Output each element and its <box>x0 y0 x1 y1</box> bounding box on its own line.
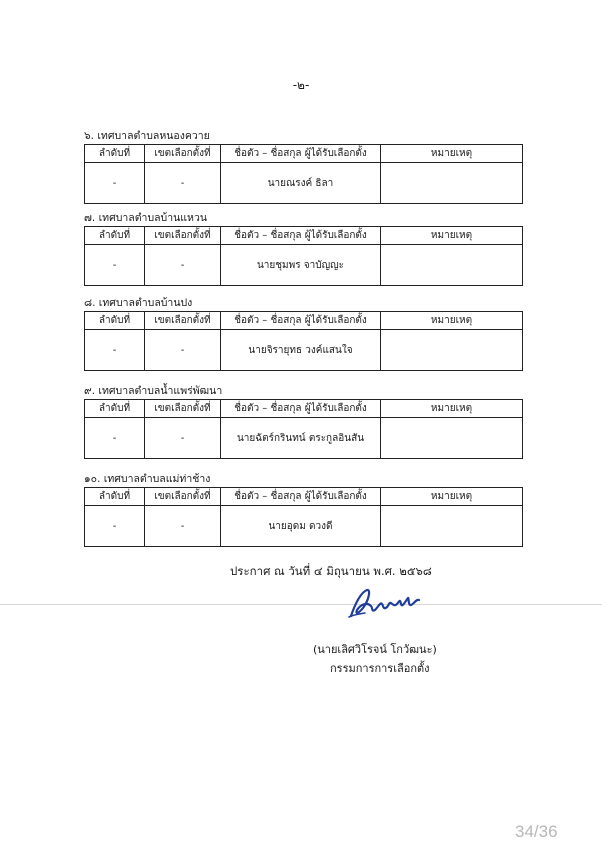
table-row <box>85 245 523 286</box>
header-row <box>85 312 523 330</box>
header-name: ชื่อตัว – ชื่อสกุล ผู้ได้รับเลือกตั้ง <box>221 145 381 163</box>
cell-name: นายอุดม ดวงดี <box>221 506 381 547</box>
table-row <box>85 506 523 547</box>
section-10 <box>84 473 522 547</box>
header-row <box>85 488 523 506</box>
header-order: ลำดับที่ <box>85 227 145 245</box>
header-district: เขตเลือกตั้งที่ <box>145 227 221 245</box>
cell-remark <box>381 418 523 459</box>
result-table <box>84 311 523 371</box>
table-row <box>85 418 523 459</box>
header-name: ชื่อตัว – ชื่อสกุล ผู้ได้รับเลือกตั้ง <box>221 400 381 418</box>
cell-district: - <box>145 506 221 547</box>
section-6 <box>84 130 522 204</box>
header-name: ชื่อตัว – ชื่อสกุล ผู้ได้รับเลือกตั้ง <box>221 312 381 330</box>
cell-district: - <box>145 163 221 204</box>
header-remark: หมายเหตุ <box>381 145 523 163</box>
signer-title: กรรมการการเลือกตั้ง <box>330 662 430 675</box>
header-district: เขตเลือกตั้งที่ <box>145 312 221 330</box>
cell-name: นายจิรายุทธ วงค์แสนใจ <box>221 330 381 371</box>
cell-order: - <box>85 418 145 459</box>
cell-remark <box>381 163 523 204</box>
announcement-date: ประกาศ ณ วันที่ ๔ มิถุนายน พ.ศ. ๒๕๖๘ <box>230 564 432 578</box>
header-remark: หมายเหตุ <box>381 312 523 330</box>
header-row <box>85 145 523 163</box>
cell-district: - <box>145 330 221 371</box>
cell-order: - <box>85 506 145 547</box>
result-table <box>84 487 523 547</box>
result-table <box>84 226 523 286</box>
page-indicator: 34/36 <box>515 822 558 841</box>
signer-name: (นายเลิศวิโรจน์ โกวัฒนะ) <box>313 643 437 656</box>
table-row <box>85 330 523 371</box>
header-remark: หมายเหตุ <box>381 227 523 245</box>
header-district: เขตเลือกตั้งที่ <box>145 400 221 418</box>
header-name: ชื่อตัว – ชื่อสกุล ผู้ได้รับเลือกตั้ง <box>221 488 381 506</box>
table-row <box>85 163 523 204</box>
section-title: ๗. เทศบาลตำบลบ้านแหวน <box>84 212 208 224</box>
section-title: ๘. เทศบาลตำบลบ้านปง <box>84 297 193 309</box>
scan-divider <box>0 604 602 605</box>
cell-order: - <box>85 330 145 371</box>
cell-district: - <box>145 245 221 286</box>
cell-remark <box>381 506 523 547</box>
cell-name: นายณรงค์ ธิลา <box>221 163 381 204</box>
header-order: ลำดับที่ <box>85 400 145 418</box>
section-8 <box>84 297 522 371</box>
header-remark: หมายเหตุ <box>381 488 523 506</box>
header-district: เขตเลือกตั้งที่ <box>145 488 221 506</box>
cell-remark <box>381 245 523 286</box>
header-order: ลำดับที่ <box>85 145 145 163</box>
signature-image <box>345 586 425 622</box>
header-row <box>85 227 523 245</box>
page-number: -๒- <box>292 78 310 92</box>
cell-order: - <box>85 163 145 204</box>
section-title: ๑๐. เทศบาลตำบลแม่ท่าช้าง <box>84 473 211 485</box>
header-row <box>85 400 523 418</box>
cell-district: - <box>145 418 221 459</box>
result-table <box>84 144 523 204</box>
section-9 <box>84 385 522 459</box>
cell-remark <box>381 330 523 371</box>
cell-name: นายชุมพร จาบัญญะ <box>221 245 381 286</box>
section-7 <box>84 212 522 286</box>
result-table <box>84 399 523 459</box>
header-district: เขตเลือกตั้งที่ <box>145 145 221 163</box>
header-order: ลำดับที่ <box>85 488 145 506</box>
section-title: ๖. เทศบาลตำบลหนองควาย <box>84 130 210 142</box>
header-name: ชื่อตัว – ชื่อสกุล ผู้ได้รับเลือกตั้ง <box>221 227 381 245</box>
cell-order: - <box>85 245 145 286</box>
header-order: ลำดับที่ <box>85 312 145 330</box>
header-remark: หมายเหตุ <box>381 400 523 418</box>
cell-name: นายฉัตร์กรินทน์ ตระกูลอินสัน <box>221 418 381 459</box>
section-title: ๙. เทศบาลตำบลน้ำแพร่พัฒนา <box>84 385 223 397</box>
